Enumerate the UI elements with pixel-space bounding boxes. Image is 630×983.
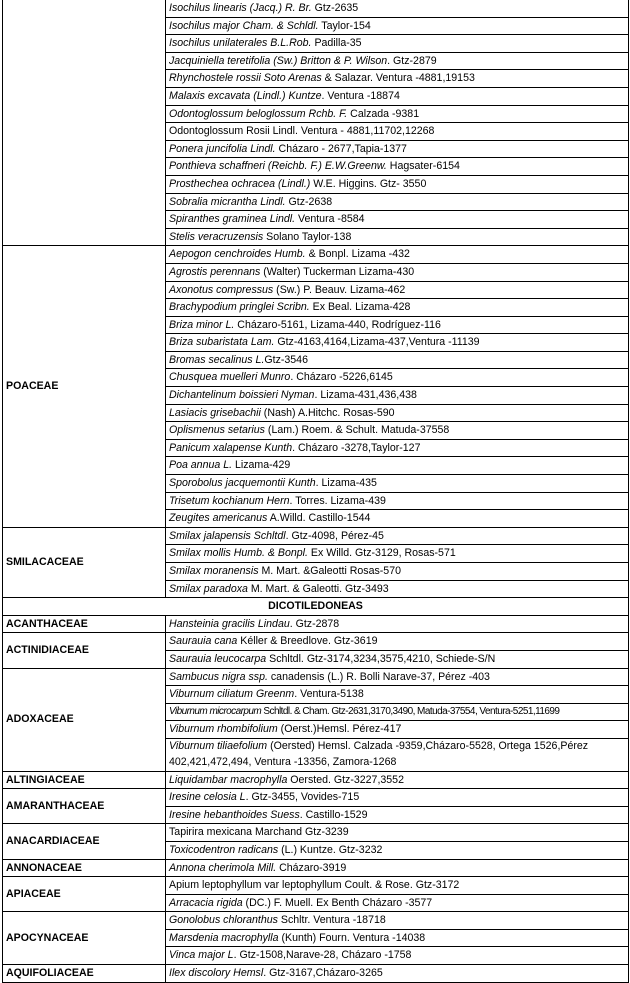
table-row xyxy=(3,859,629,877)
species-cell xyxy=(166,806,629,824)
species-authority-collector: Padilla-35 xyxy=(311,37,362,50)
species-cell xyxy=(166,228,629,246)
species-cell xyxy=(166,140,629,158)
species-authority-collector: Apium leptophyllum var leptophyllum Coult. & Rose. Gtz-3172 xyxy=(169,879,460,892)
table-row xyxy=(3,527,629,545)
species-authority-collector: Gtz-3546 xyxy=(264,353,308,366)
table-row xyxy=(3,912,629,930)
scientific-name: Viburnum rhombifolium xyxy=(169,723,278,736)
scientific-name: Annona cherimola Mill. xyxy=(169,861,277,874)
species-cell xyxy=(166,35,629,53)
scientific-name: Ilex discolory Hemsl xyxy=(169,967,264,980)
scientific-name: Marsdenia macrophylla xyxy=(169,931,279,944)
species-authority-collector: Odontoglossum Rosii Lindl. Ventura - 4881,11702,12268 xyxy=(169,125,435,138)
species-authority-collector: M. Mart. &Galeotti Rosas-570 xyxy=(258,565,401,577)
species-authority-collector: (Oerst.)Hemsl. Pérez-417 xyxy=(277,723,402,736)
scientific-name: Zeugites americanus xyxy=(169,512,268,525)
species-authority-collector: (Sw.) P. Beauv. Lizama-462 xyxy=(273,283,406,296)
table-row xyxy=(3,668,629,686)
species-authority-collector: W.E. Higgins. Gtz- 3550 xyxy=(310,177,427,190)
table-row xyxy=(3,877,629,895)
species-cell xyxy=(166,841,629,859)
species-cell xyxy=(166,0,629,17)
table-row xyxy=(3,246,629,264)
species-cell xyxy=(166,281,629,299)
species-authority-collector: . Castillo-1529 xyxy=(299,808,368,821)
scientific-name: Liquidambar macrophylla xyxy=(169,773,288,786)
scientific-name: Smilax moranensis xyxy=(169,565,259,577)
species-cell xyxy=(166,650,629,668)
species-cell xyxy=(166,703,629,721)
table-row xyxy=(3,789,629,807)
species-authority-collector: . Cházaro -3278,Taylor-127 xyxy=(292,441,421,454)
species-cell xyxy=(166,457,629,475)
scientific-name: Bromas secalinus L. xyxy=(169,353,265,366)
scientific-name: Viburnum microcarpum xyxy=(169,705,262,717)
scientific-name: Isochilus major Cham. & Schldl. xyxy=(169,19,319,32)
species-cell xyxy=(166,246,629,264)
species-authority-collector: . Gtz-2878 xyxy=(289,617,340,630)
species-cell xyxy=(166,193,629,211)
scientific-name: Viburnum ciliatum Greenm xyxy=(169,688,295,701)
species-authority-collector: Solano Taylor-138 xyxy=(263,230,352,243)
species-cell xyxy=(166,439,629,457)
species-cell xyxy=(166,175,629,193)
section-row xyxy=(3,598,629,616)
scientific-name: Ponthieva schaffneri (Reichb. F.) E.W.Greenw. xyxy=(169,160,387,173)
species-authority-collector: Oersted. Gtz-3227,3552 xyxy=(287,773,404,786)
species-authority-collector: Cházaro-5161, Lizama-440, Rodríguez-116 xyxy=(234,318,441,331)
family-name-amaranthaceae: AMARANTHACEAE xyxy=(3,789,166,824)
scientific-name: Iresine hebanthoides Suess xyxy=(169,808,300,821)
species-authority-collector: . Ventura-5138 xyxy=(294,688,364,701)
scientific-name: Smilax paradoxa xyxy=(169,582,248,595)
species-cell xyxy=(166,158,629,176)
species-cell xyxy=(166,404,629,422)
scientific-name: Chusquea muelleri Munro xyxy=(169,371,291,384)
species-cell xyxy=(166,721,629,739)
scientific-name: Agrostis perennans xyxy=(169,265,261,278)
species-cell xyxy=(166,771,629,789)
family-name-actinidiaceae: ACTINIDIACEAE xyxy=(3,633,166,668)
scientific-name: Oplismenus setarius xyxy=(169,424,265,437)
species-cell xyxy=(166,123,629,141)
species-cell xyxy=(166,615,629,633)
scientific-name: Iresine celosia L xyxy=(169,791,246,804)
family-name-continued xyxy=(3,0,166,246)
scientific-name: Dichantelinum boissieri Nyman xyxy=(169,389,315,402)
species-cell xyxy=(166,580,629,598)
scientific-name: Sambucus nigra ssp. xyxy=(169,670,268,683)
species-cell xyxy=(166,738,629,771)
species-authority-collector: Taylor-154 xyxy=(318,19,371,32)
species-cell xyxy=(166,877,629,895)
species-authority-collector: . Gtz-3455, Vovides-715 xyxy=(245,791,360,804)
species-authority-collector: Ex Beal. Lizama-428 xyxy=(309,301,411,314)
species-authority-collector: Ventura -8584 xyxy=(295,213,365,226)
scientific-name: Malaxis excavata (Lindl.) Kuntze xyxy=(169,89,322,102)
table-row xyxy=(3,824,629,842)
scientific-name: Saurauia leucocarpa xyxy=(169,652,267,665)
species-cell xyxy=(166,824,629,842)
species-cell xyxy=(166,563,629,581)
species-authority-collector: Ex Willd. Gtz-3129, Rosas-571 xyxy=(307,547,456,560)
species-cell xyxy=(166,510,629,528)
species-cell xyxy=(166,912,629,930)
scientific-name: Hansteinia gracilis Lindau xyxy=(169,617,290,630)
scientific-name: Gonolobus chloranthus xyxy=(169,914,278,927)
scientific-name: Aepogon cenchroides Humb. xyxy=(169,248,306,261)
species-cell xyxy=(166,87,629,105)
species-authority-collector: Gtz-4163,4164,Lizama-437,Ventura -11139 xyxy=(274,336,480,349)
scientific-name: Ponera juncifolia Lindl. xyxy=(169,142,276,155)
species-cell xyxy=(166,52,629,70)
species-authority-collector: Cházaro-3919 xyxy=(276,861,347,874)
family-name-acanthaceae: ACANTHACEAE xyxy=(3,615,166,633)
scientific-name: Axonotus compressus xyxy=(169,283,274,296)
species-cell xyxy=(166,299,629,317)
species-authority-collector: A.Willd. Castillo-1544 xyxy=(267,512,371,525)
species-authority-collector: . Gtz-2879 xyxy=(387,54,437,67)
species-authority-collector: . Gtz-3167,Cházaro-3265 xyxy=(263,967,383,980)
scientific-name: Briza subaristata Lam. xyxy=(169,336,275,349)
species-cell xyxy=(166,859,629,877)
family-name-aquifoliaceae: AQUIFOLIACEAE xyxy=(3,965,166,983)
family-name-altingiaceae: ALTINGIACEAE xyxy=(3,771,166,789)
family-name-anacardiaceae: ANACARDIACEAE xyxy=(3,824,166,859)
species-cell xyxy=(166,387,629,405)
species-authority-collector: . Lizama-431,436,438 xyxy=(314,389,417,402)
species-authority-collector: Schltdl. & Cham. Gtz-2631,3170,3490, Matuda-37554, Ventura-5251,11699 xyxy=(261,705,560,717)
species-cell xyxy=(166,668,629,686)
species-cell xyxy=(166,369,629,387)
species-cell xyxy=(166,351,629,369)
species-authority-collector: Gtz-2635 xyxy=(311,2,359,14)
species-authority-collector: (DC.) F. Muell. Ex Benth Cházaro -3577 xyxy=(242,896,433,909)
species-cell xyxy=(166,316,629,334)
species-authority-collector: . Lizama-435 xyxy=(315,477,377,490)
scientific-name: Spiranthes graminea Lindl. xyxy=(169,213,296,226)
species-cell xyxy=(166,929,629,947)
scientific-name: Trisetum kochianum Hern xyxy=(169,494,290,507)
species-authority-collector: . Cházaro -5226,6145 xyxy=(290,371,393,384)
scientific-name: Lasiacis grisebachii xyxy=(169,406,261,419)
species-cell xyxy=(166,789,629,807)
species-authority-collector: . Torres. Lizama-439 xyxy=(289,494,386,507)
scientific-name: Jacquiniella teretifolia (Sw.) Britton & P. Wilson xyxy=(169,54,388,67)
species-authority-collector: Schltr. Ventura -18718 xyxy=(277,914,386,927)
scientific-name: Poa annua L. xyxy=(169,459,233,472)
species-cell xyxy=(166,947,629,965)
scientific-name: Brachypodium pringlei Scribn. xyxy=(169,301,310,314)
species-authority-collector: (L.) Kuntze. Gtz-3232 xyxy=(278,843,383,856)
species-cell xyxy=(166,70,629,88)
family-name-apiaceae: APIACEAE xyxy=(3,877,166,912)
species-cell xyxy=(166,334,629,352)
species-cell xyxy=(166,527,629,545)
species-cell xyxy=(166,545,629,563)
scientific-name: Sporobolus jacquemontii Kunth xyxy=(169,477,316,490)
table-row xyxy=(3,633,629,651)
scientific-name: Smilax jalapensis Schltdl xyxy=(169,529,286,542)
species-authority-collector: Calzada -9381 xyxy=(347,107,420,120)
family-name-smilacaceae: SMILACACEAE xyxy=(3,527,166,597)
species-authority-collector: & Salazar. Ventura -4881,19153 xyxy=(321,72,475,85)
scientific-name: Rhynchostele rossii Soto Arenas xyxy=(169,72,322,85)
species-cell xyxy=(166,894,629,912)
species-authority-collector: (Walter) Tuckerman Lizama-430 xyxy=(260,265,415,278)
species-cell xyxy=(166,475,629,493)
species-authority-collector: Lizama-429 xyxy=(232,459,291,472)
species-cell xyxy=(166,686,629,704)
scientific-name: Isochilus linearis (Jacq.) R. Br. xyxy=(169,2,312,14)
species-authority-collector: Schltdl. Gtz-3174,3234,3575,4210, Schiede-S/N xyxy=(266,652,496,665)
scientific-name: Panicum xalapense Kunth xyxy=(169,441,293,454)
species-authority-collector: (Nash) A.Hitchc. Rosas-590 xyxy=(260,406,395,419)
species-cell xyxy=(166,105,629,123)
species-authority-collector: (Oersted) Hemsl. Calzada -9359,Cházaro-5528, Ortega 1526,Pérez 402,421,472,494, Ventura -13356, Zamora-1268 xyxy=(169,739,589,768)
scientific-name: Viburnum tiliaefolium xyxy=(169,739,268,752)
species-authority-collector: . Ventura -18874 xyxy=(321,89,400,102)
species-authority-collector: M. Mart. & Galeotti. Gtz-3493 xyxy=(247,582,389,595)
species-authority-collector: . Gtz-1508,Narave-28, Cházaro -1758 xyxy=(233,949,412,962)
family-name-apocynaceae: APOCYNACEAE xyxy=(3,912,166,965)
section-title: DICOTILEDONEAS xyxy=(3,598,629,616)
family-name-adoxaceae: ADOXACEAE xyxy=(3,668,166,771)
scientific-name: Smilax mollis Humb. & Bonpl. xyxy=(169,547,308,560)
species-authority-collector: (Lam.) Roem. & Schult. Matuda-37558 xyxy=(264,424,450,437)
species-cell xyxy=(166,633,629,651)
family-name-poaceae: POACEAE xyxy=(3,246,166,528)
species-authority-collector: Tapirira mexicana Marchand Gtz-3239 xyxy=(169,826,349,839)
scientific-name: Sobralia micrantha Lindl. xyxy=(169,195,286,208)
species-cell xyxy=(166,965,629,983)
table-row xyxy=(3,965,629,983)
species-authority-collector: . Gtz-4098, Pérez-45 xyxy=(285,529,384,542)
scientific-name: Briza minor L. xyxy=(169,318,235,331)
scientific-name: Vinca major L xyxy=(169,949,234,962)
species-cell xyxy=(166,492,629,510)
species-cell xyxy=(166,211,629,229)
scientific-name: Saurauia cana xyxy=(169,635,238,648)
table-row xyxy=(3,615,629,633)
species-authority-collector: canadensis (L.) R. Bolli Narave-37, Pérez -403 xyxy=(267,670,490,683)
species-authority-collector: Cházaro - 2677,Tapia-1377 xyxy=(275,142,407,155)
family-name-annonaceae: ANNONACEAE xyxy=(3,859,166,877)
scientific-name: Odontoglossum beloglossum Rchb. F. xyxy=(169,107,348,120)
scientific-name: Arracacia rigida xyxy=(169,896,243,909)
species-cell xyxy=(166,422,629,440)
scientific-name: Isochilus unilaterales B.L.Rob. xyxy=(169,37,312,50)
scientific-name: Toxicodentron radicans xyxy=(169,843,279,856)
species-cell xyxy=(166,263,629,281)
table-row xyxy=(3,0,629,17)
species-cell xyxy=(166,17,629,35)
species-authority-collector: Gtz-2638 xyxy=(285,195,333,208)
species-authority-collector: & Bonpl. Lizama -432 xyxy=(305,248,410,261)
table-row xyxy=(3,771,629,789)
species-table xyxy=(2,0,629,983)
scientific-name: Prosthechea ochracea (Lindl.) xyxy=(169,177,311,190)
species-authority-collector: Hagsater-6154 xyxy=(386,160,460,173)
scientific-name: Stelis veracruzensis xyxy=(169,230,264,243)
species-authority-collector: (Kunth) Fourn. Ventura -14038 xyxy=(278,931,426,944)
species-authority-collector: Kéller & Breedlove. Gtz-3619 xyxy=(237,635,378,648)
